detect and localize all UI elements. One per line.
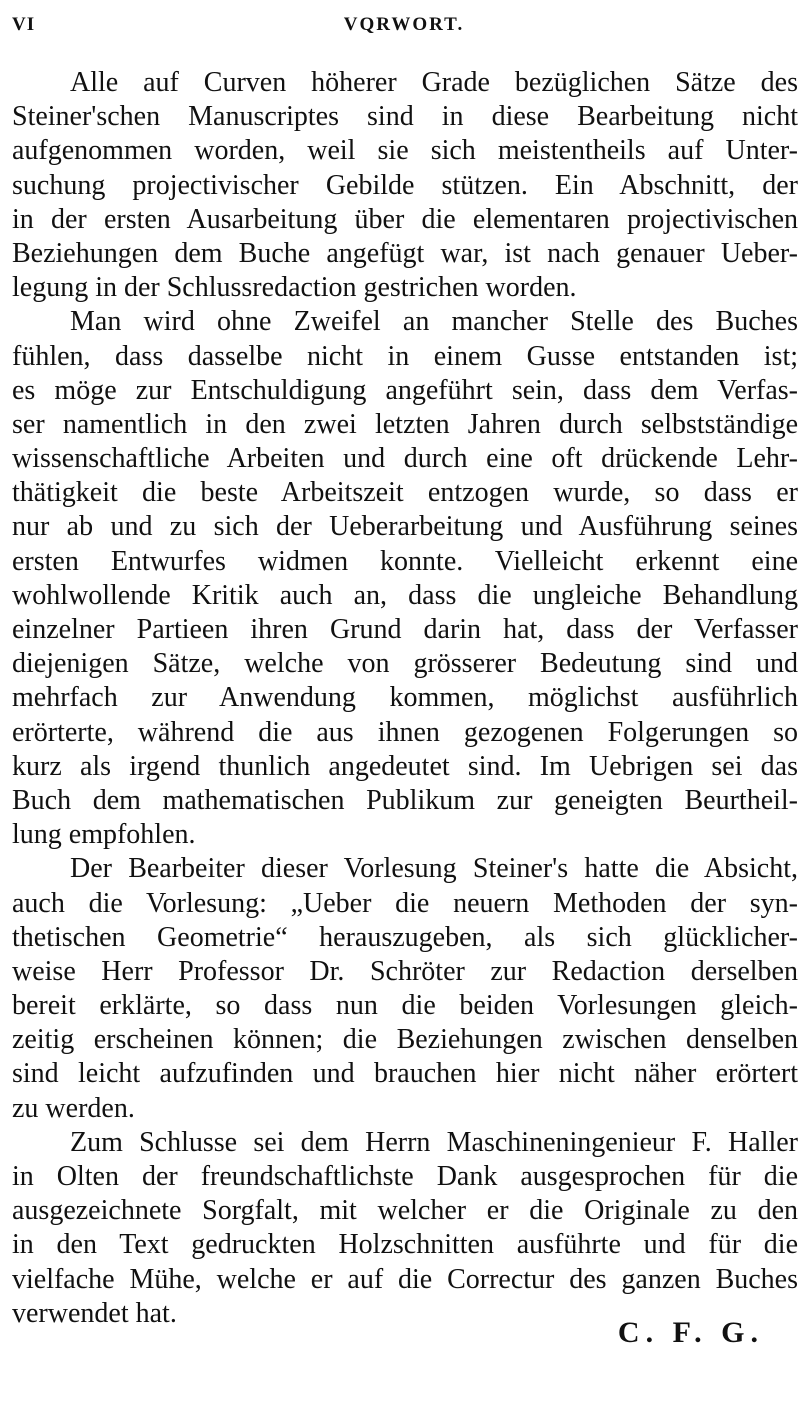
text-line: Alle auf Curven höherer Grade bezüglichen Sätze des (70, 67, 798, 98)
text-line: bereit erklärte, so dass nun die beiden Vorlesungen gleich- (12, 990, 798, 1022)
text-line: Der Bearbeiter dieser Vorlesung Steiner's hatte die Absicht, (70, 853, 798, 885)
text-line: fühlen, dass dasselbe nicht in einem Gusse entstanden ist; (12, 340, 798, 372)
text-line: erörterte, während die aus ihnen gezogenen Folgerungen so (12, 716, 798, 748)
text-line: sind leicht aufzufinden und brauchen hier nicht näher erörtert (12, 1058, 798, 1090)
text-line: weise Herr Professor Dr. Schröter zur Redaction derselben (12, 955, 798, 987)
text-line: zeitig erscheinen können; die Beziehungen zwischen denselben (12, 1024, 798, 1056)
text-line: thetischen Geometrie“ herauszugeben, als sich glücklicher- (12, 921, 798, 953)
text-line: Man wird ohne Zweifel an mancher Stelle des Buches (70, 306, 798, 338)
text-line: wissenschaftliche Arbeiten und durch eine oft drückende Lehr- (12, 443, 798, 475)
paragraph (12, 1126, 798, 1331)
text-line: lung empfohlen. (12, 819, 196, 851)
text-line: ser namentlich in den zwei letzten Jahren durch selbstständige (12, 408, 798, 440)
preface-text (12, 66, 798, 1331)
text-line: mehrfach zur Anwendung kommen, möglichst ausführlich (12, 682, 798, 714)
text-line: zu werden. (12, 1092, 135, 1124)
text-line: aufgenommen worden, weil sie sich meistentheils auf Unter- (12, 135, 798, 167)
paragraph (12, 66, 798, 305)
signature-initials: C. F. G. (617, 1316, 764, 1349)
text-line: thätigkeit die beste Arbeitszeit entzogen wurde, so dass er (12, 477, 798, 509)
paragraph (12, 852, 798, 1126)
text-line: ausgezeichnete Sorgfalt, mit welcher er die Originale zu den (12, 1195, 798, 1227)
text-line: in der ersten Ausarbeitung über die elementaren projectivischen (12, 203, 798, 235)
text-line: kurz als irgend thunlich angedeutet sind. Im Uebrigen sei das (12, 750, 798, 782)
text-line: diejenigen Sätze, welche von grösserer Bedeutung sind und (12, 648, 798, 680)
text-line: wohlwollende Kritik auch an, dass die ungleiche Behandlung (12, 579, 798, 611)
text-line: Steiner'schen Manuscriptes sind in diese Bearbeitung nicht (12, 101, 798, 133)
text-line: in Olten der freundschaftlichste Dank ausgesprochen für die (12, 1161, 798, 1192)
paragraph (12, 305, 798, 852)
text-line: nur ab und zu sich der Ueberarbeitung und Ausführung seines (12, 511, 798, 543)
text-line: es möge zur Entschuldigung angeführt sein, dass dem Verfas- (12, 374, 798, 406)
page-header (12, 14, 796, 42)
text-line: ersten Entwurfes widmen konnte. Vielleicht erkennt eine (12, 545, 798, 577)
text-line: in den Text gedruckten Holzschnitten ausführte und für die (12, 1229, 798, 1261)
text-line: verwendet hat. (12, 1297, 177, 1329)
text-line: vielfache Mühe, welche er auf die Correctur des ganzen Buches (12, 1263, 798, 1295)
text-line: Beziehungen dem Buche angefügt war, ist nach genauer Ueber- (12, 237, 798, 269)
text-line: einzelner Partieen ihren Grund darin hat, dass der Verfasser (12, 614, 798, 645)
text-line: legung in der Schlussredaction gestrichen worden. (12, 272, 577, 304)
text-line: Buch dem mathematischen Publikum zur geneigten Beurtheil- (12, 784, 798, 816)
text-line: suchung projectivischer Gebilde stützen. Ein Abschnitt, der (12, 169, 798, 201)
running-head: VQRWORT. (343, 14, 465, 35)
page-number: VI (12, 14, 36, 35)
text-line: Zum Schlusse sei dem Herrn Maschineningenieur F. Haller (70, 1126, 798, 1158)
text-line: auch die Vorlesung: „Ueber die neuern Methoden der syn- (12, 887, 798, 919)
